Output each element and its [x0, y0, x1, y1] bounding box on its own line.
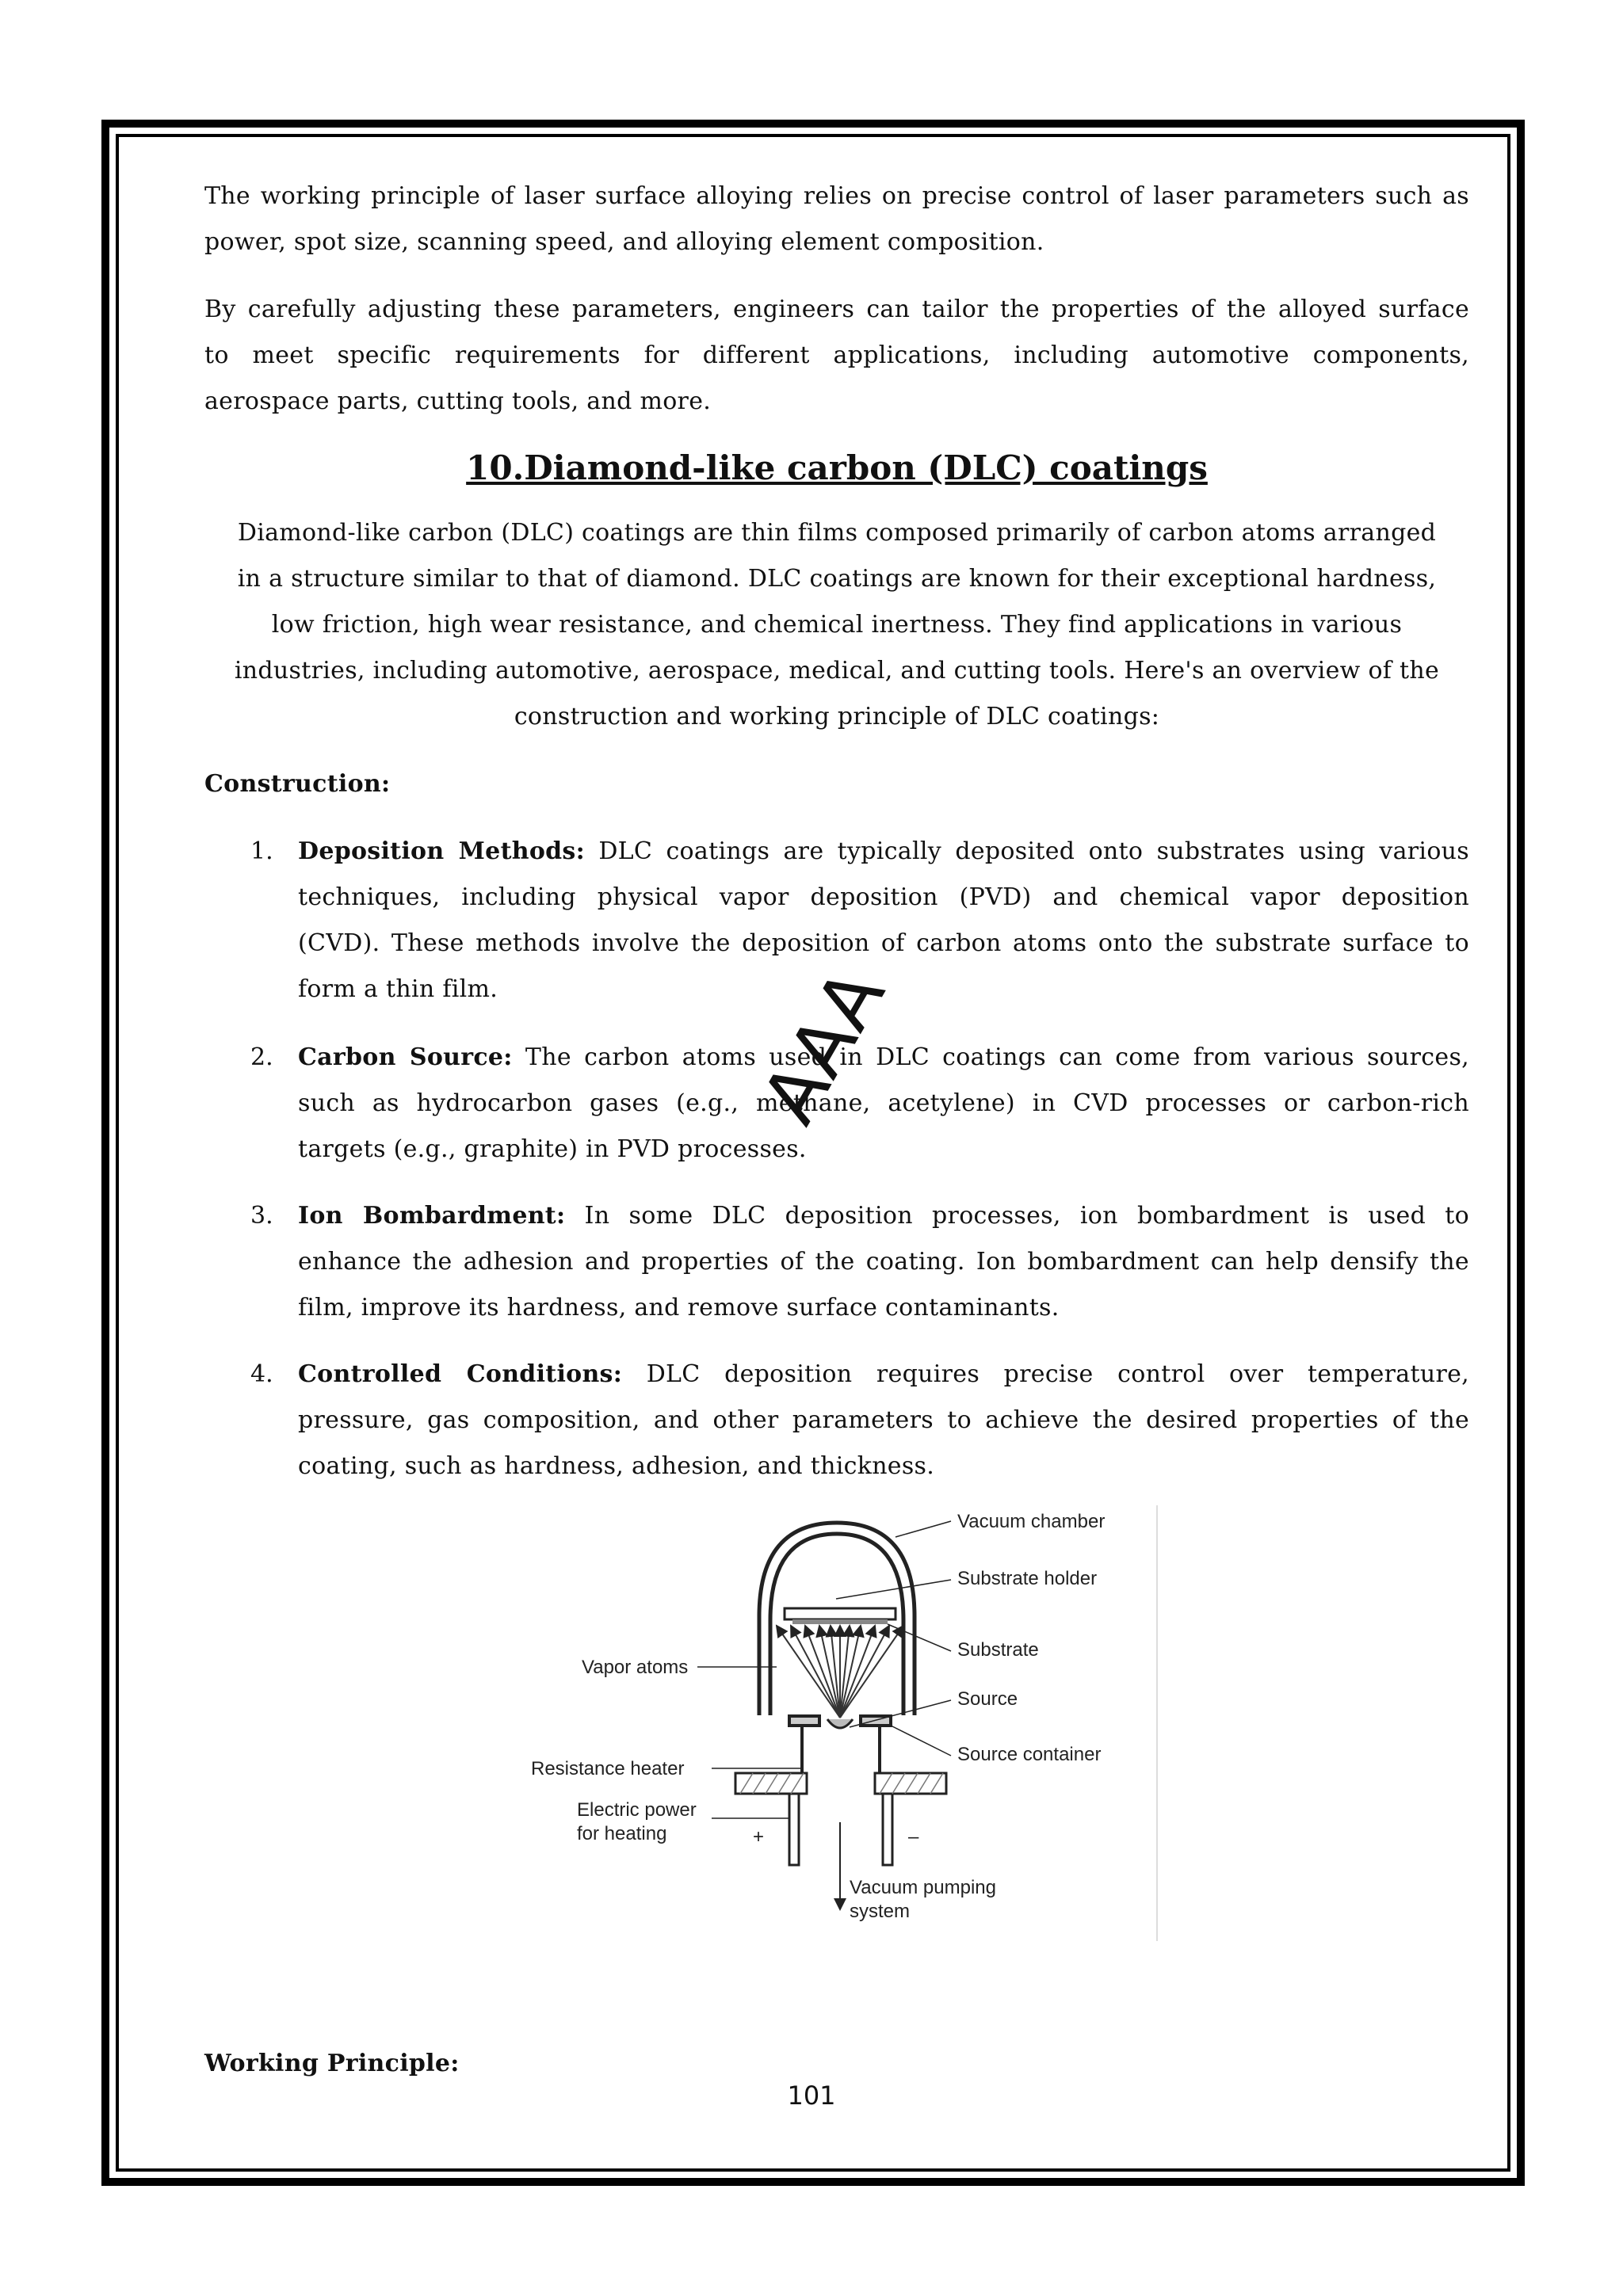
- list-item-line: form a thin film.: [298, 975, 498, 1003]
- list-item-line: [298, 1035, 1469, 1081]
- section-title: 10.Diamond-like carbon (DLC) coatings: [466, 448, 1208, 487]
- intro-para1-line2: power, spot size, scanning speed, and alloying element composition.: [204, 228, 1044, 256]
- list-item-line: targets (e.g., graphite) in PVD processes.: [298, 1135, 807, 1163]
- substrate-holder: [785, 1608, 896, 1619]
- label-substrate: Substrate: [957, 1639, 1039, 1661]
- overview-line-2: in a structure similar to that of diamond. DLC coatings are known for their exceptional hardness,: [237, 565, 1437, 593]
- intro-para2-line1: By carefully adjusting these parameters, engineers can tailor the properties of the alloyed surface: [204, 296, 1469, 323]
- list-item-line: (CVD). These methods involve the deposition of carbon atoms onto the substrate surface to: [298, 929, 1469, 957]
- list-item-line: [298, 1193, 1469, 1239]
- label-electric-power-2: for heating: [577, 1823, 667, 1844]
- label-substrate-holder: Substrate holder: [957, 1568, 1098, 1589]
- label-minus: –: [908, 1826, 919, 1848]
- overview-line-4: industries, including automotive, aerospace, medical, and cutting tools. Here's an overview of the: [234, 657, 1440, 685]
- label-vacuum-pumping-1: Vacuum pumping: [850, 1877, 996, 1898]
- intro-para2-line2: to meet specific requirements for different applications, including automotive components,: [204, 341, 1469, 369]
- label-resistance-heater: Resistance heater: [531, 1758, 685, 1779]
- label-source-container: Source container: [957, 1744, 1102, 1765]
- list-number: 2.: [250, 1043, 273, 1071]
- list-item-line: enhance the adhesion and properties of the coating. Ion bombardment can help densify the: [298, 1248, 1469, 1276]
- source: [827, 1719, 853, 1728]
- overview-line-5: construction and working principle of DLC coatings:: [514, 703, 1160, 730]
- label-vacuum-pumping-2: system: [850, 1901, 911, 1922]
- label-plus: +: [753, 1826, 765, 1848]
- list-item-term: Ion Bombardment:: [298, 1202, 566, 1230]
- list-number: 3.: [250, 1202, 273, 1230]
- label-vapor-atoms: Vapor atoms: [582, 1657, 689, 1678]
- intro-para1-line1: The working principle of laser surface alloying relies on precise control of laser parameters such as: [204, 182, 1469, 210]
- vapor-atoms: [777, 1626, 903, 1718]
- list-item-text: The carbon atoms used in DLC coatings can come from various sources,: [512, 1043, 1469, 1071]
- list-item-line: such as hydrocarbon gases (e.g., methane, acetylene) in CVD processes or carbon-rich: [298, 1089, 1469, 1117]
- label-source: Source: [957, 1688, 1018, 1710]
- list-number: 4.: [250, 1360, 273, 1388]
- pvd-diagram: [515, 1505, 1173, 1949]
- list-number: 1.: [250, 837, 273, 865]
- overview-line-1: Diamond-like carbon (DLC) coatings are thin films composed primarily of carbon atoms arranged: [237, 519, 1437, 547]
- list-item-line: film, improve its hardness, and remove surface contaminants.: [298, 1294, 1060, 1322]
- construction-heading: Construction:: [204, 770, 391, 798]
- list-item-line: coating, such as hardness, adhesion, and thickness.: [298, 1452, 935, 1480]
- list-item-term: Carbon Source:: [298, 1043, 513, 1071]
- intro-para2-line3: aerospace parts, cutting tools, and more.: [204, 387, 712, 415]
- working-principle-heading: Working Principle:: [204, 2050, 460, 2077]
- page-number: 101: [787, 2081, 836, 2111]
- list-item-term: Controlled Conditions:: [298, 1360, 623, 1388]
- resistance-heater: [802, 1726, 880, 1775]
- list-item-term: Deposition Methods:: [298, 837, 585, 865]
- overview-line-3: low friction, high wear resistance, and chemical inertness. They find applications in various: [271, 611, 1403, 639]
- watermark: AAA: [745, 954, 903, 1138]
- list-item-text: DLC deposition requires precise control over temperature,: [622, 1360, 1469, 1388]
- list-item-line: techniques, including physical vapor deposition (PVD) and chemical vapor deposition: [298, 883, 1469, 911]
- list-item-text: DLC coatings are typically deposited onto substrates using various: [585, 837, 1470, 865]
- list-item-text: In some DLC deposition processes, ion bombardment is used to: [565, 1202, 1469, 1230]
- list-item-line: [298, 1352, 1469, 1398]
- list-item-line: [298, 829, 1469, 875]
- label-electric-power-1: Electric power: [577, 1799, 697, 1821]
- label-vacuum-chamber: Vacuum chamber: [957, 1511, 1106, 1532]
- substrate: [792, 1619, 888, 1624]
- list-item-line: pressure, gas composition, and other parameters to achieve the desired properties of the: [298, 1406, 1469, 1434]
